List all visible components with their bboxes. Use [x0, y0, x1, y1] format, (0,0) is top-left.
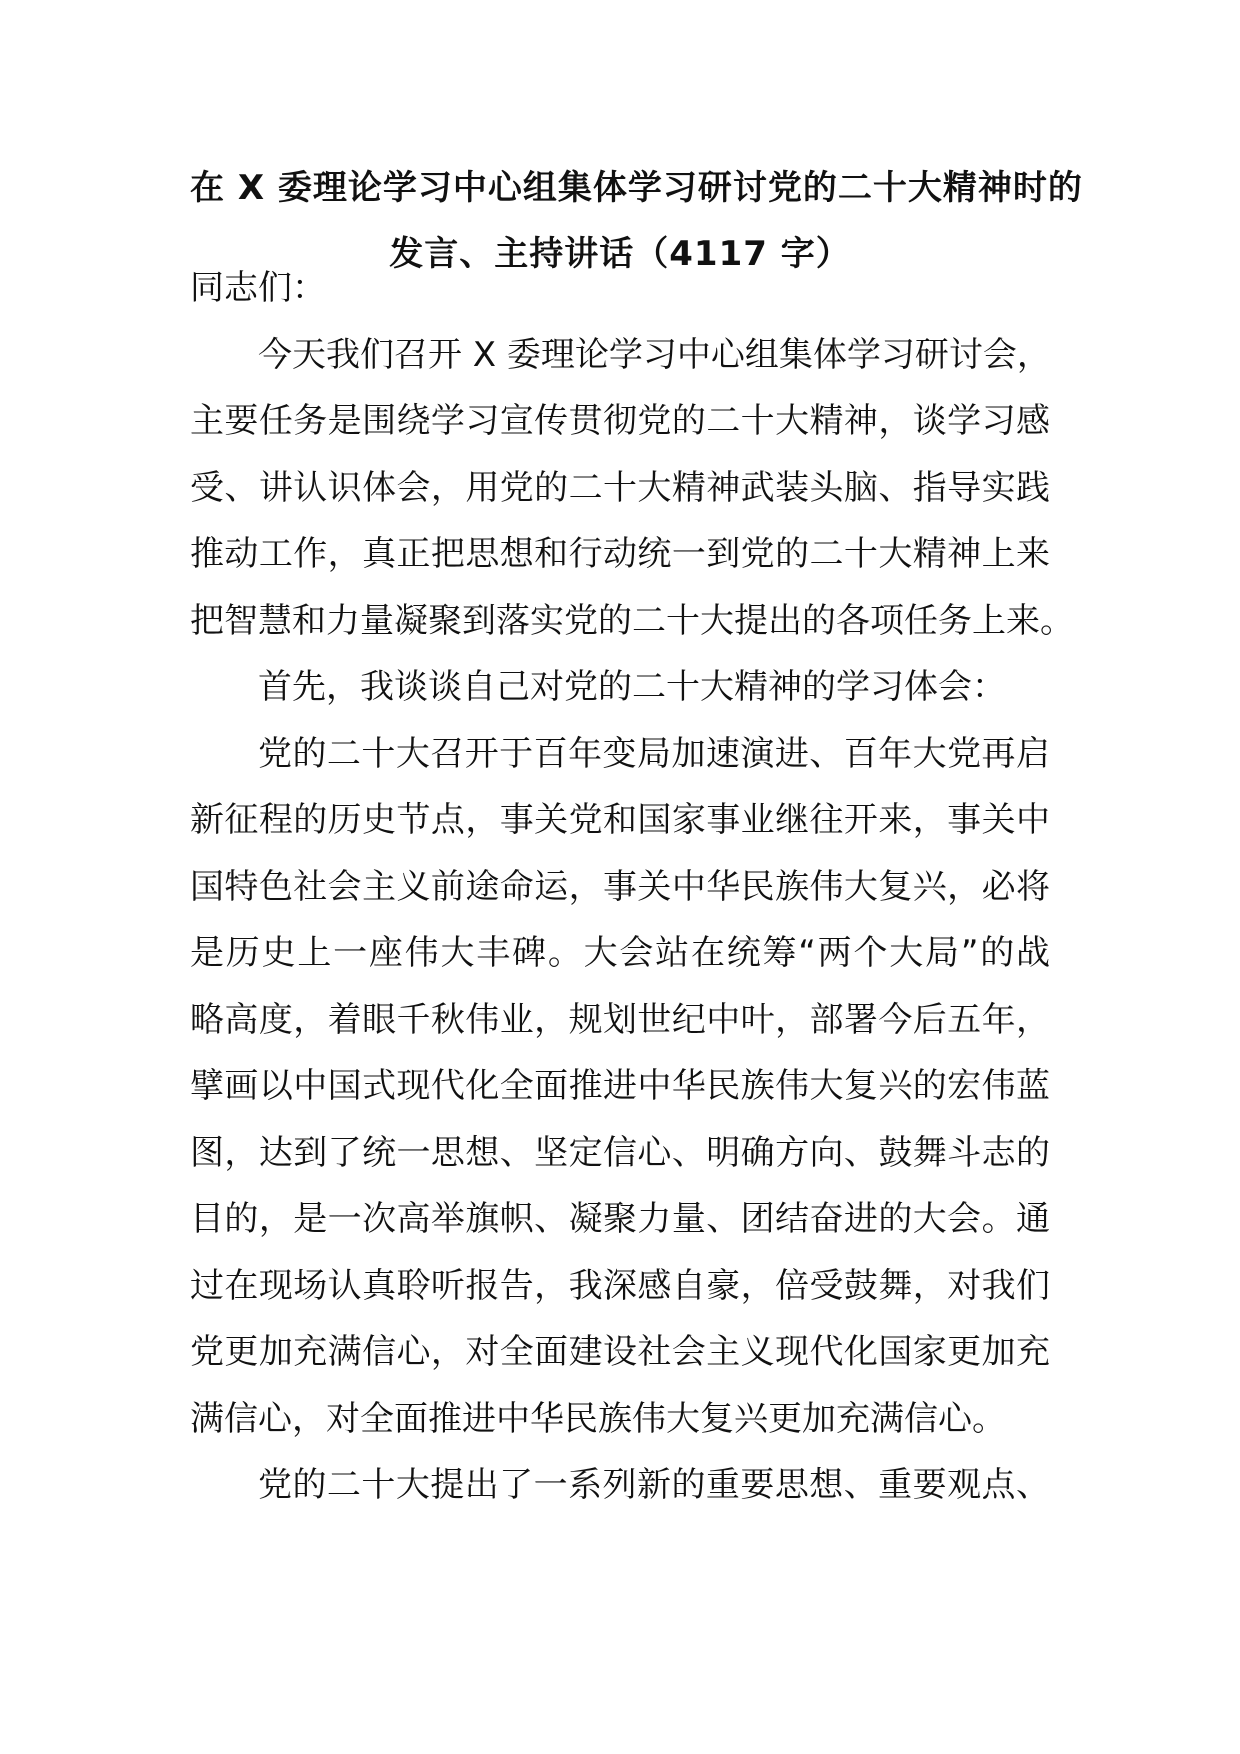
paragraph-line: 党更加充满信心，对全面建设社会主义现代化国家更加充: [190, 1332, 1050, 1372]
paragraph-line: 略高度，着眼千秋伟业，规划世纪中叶，部署今后五年，: [190, 999, 1050, 1040]
paragraph-line: 受、讲认识体会，用党的二十大精神武装头脑、指导实践: [190, 467, 1050, 508]
paragraph-line: 过在现场认真聆听报告，我深感自豪，倍受鼓舞，对我们: [190, 1265, 1050, 1306]
paragraph-line: 图，达到了统一思想、坚定信心、明确方向、鼓舞斗志的: [190, 1132, 1050, 1173]
paragraph-line: 擘画以中国式现代化全面推进中华民族伟大复兴的宏伟蓝: [190, 1066, 1050, 1106]
paragraph-line: 首先，我谈谈自己对党的二十大精神的学习体会：: [258, 667, 1006, 707]
paragraph: [190, 654, 1050, 721]
paragraph-line: 推动工作，真正把思想和行动统一到党的二十大精神上来: [190, 534, 1050, 574]
paragraph-line: 是历史上一座伟大丰碑。大会站在统筹“两个大局”的战: [190, 933, 1050, 973]
document-body: [190, 255, 1074, 1519]
paragraph-line: 主要任务是围绕学习宣传贯彻党的二十大精神，谈学习感: [190, 401, 1050, 441]
paragraph-line: 今天我们召开 X 委理论学习中心组集体学习研讨会，: [258, 334, 1051, 375]
paragraph: [190, 322, 1074, 655]
paragraph-line: 党的二十大召开于百年变局加速演进、百年大党再启: [258, 733, 1050, 774]
paragraph-line: 把智慧和力量凝聚到落实党的二十大提出的各项任务上来。: [190, 600, 1074, 641]
title-line: 发言、主持讲话（4117 字）: [389, 234, 851, 274]
paragraph-line: 满信心，对全面推进中华民族伟大复兴更加充满信心。: [190, 1398, 1006, 1439]
paragraph-line: 目的，是一次高举旗帜、凝聚力量、团结奋进的大会。通: [190, 1199, 1050, 1239]
title-line: 在 X 委理论学习中心组集体学习研讨党的二十大精神时的: [190, 168, 1083, 208]
paragraph: [190, 1452, 1050, 1519]
salutation: 同志们：: [190, 268, 326, 308]
paragraph: [190, 721, 1050, 1453]
paragraph-line: 党的二十大提出了一系列新的重要思想、重要观点、: [258, 1465, 1050, 1505]
paragraph-line: 国特色社会主义前途命运，事关中华民族伟大复兴，必将: [190, 866, 1050, 907]
paragraph-line: 新征程的历史节点，事关党和国家事业继往开来，事关中: [190, 800, 1050, 840]
